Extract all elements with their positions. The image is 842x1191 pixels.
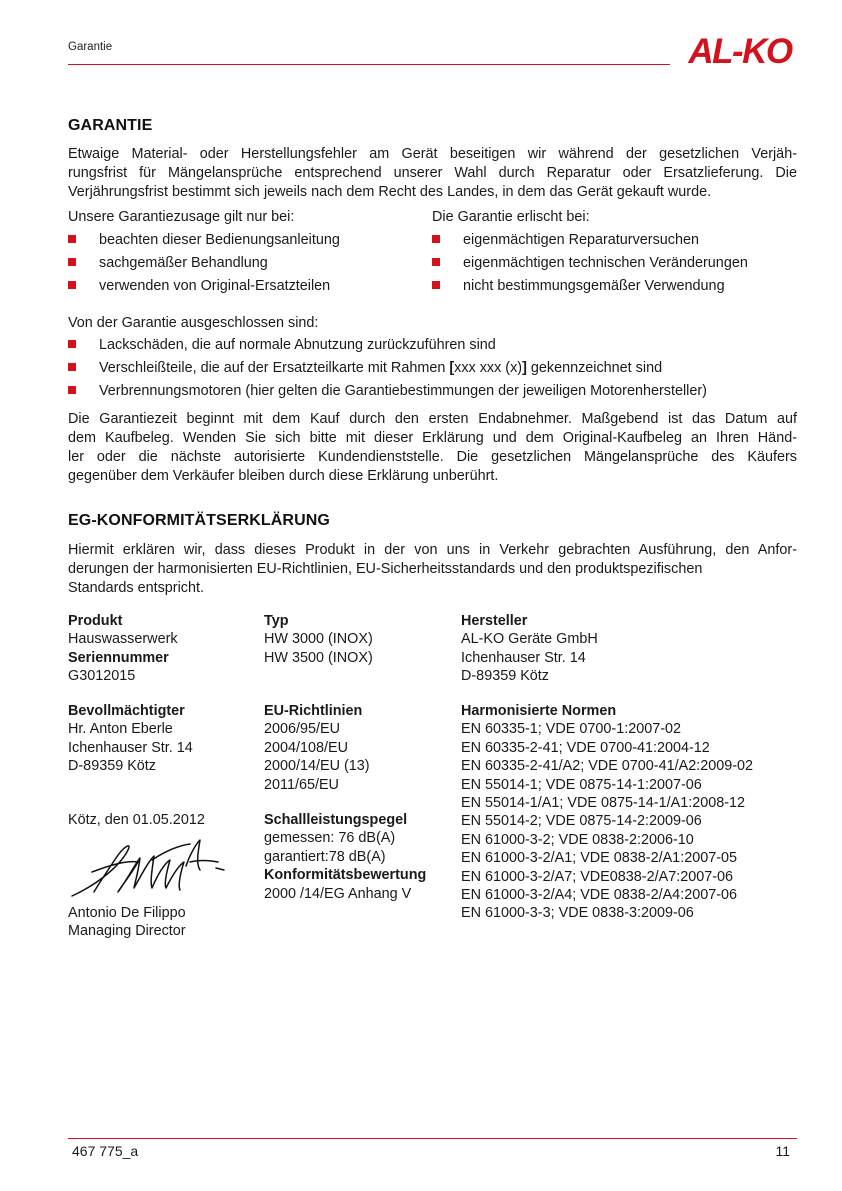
bracket-close: ] <box>522 360 527 376</box>
closing-line: Die Garantiezeit beginnt mit dem Kauf durch den ersten Endabnehmer. Maßgebend ist das Datum auf <box>68 411 797 427</box>
conformity-title: EG-KONFORMITÄTSERKLÄRUNG <box>68 512 330 529</box>
bullet-marker <box>68 340 76 348</box>
excluded-item: Verbrennungsmotoren (hier gelten die Garantiebestimmungen der jeweiligen Motorenhersteller) <box>99 383 707 399</box>
bullet-marker <box>68 235 76 243</box>
directives-label: EU-Richtlinien <box>264 703 363 719</box>
void-item: nicht bestimmungsgemäßer Verwendung <box>463 278 725 294</box>
conformity-intro-line: Hiermit erklären wir, dass dieses Produkt in der von uns in Verkehr gebrachten Ausführung, den Anfor- <box>68 542 797 558</box>
authorized-label: Bevollmächtigter <box>68 703 185 719</box>
signature-image <box>68 836 228 900</box>
closing-line: ler oder die nächste autorisierte Kundendienststelle. Die gesetzlichen Mängelansprüche des Käufers <box>68 449 797 465</box>
norm: EN 55014-2; VDE 0875-14-2:2009-06 <box>461 813 702 830</box>
directive: 2004/108/EU <box>264 739 349 756</box>
authorized-line: D-89359 Kötz <box>68 758 156 775</box>
wear-parts-code: xxx xxx (x) <box>454 360 523 376</box>
manufacturer-label: Hersteller <box>461 613 528 629</box>
product-label: Produkt <box>68 613 123 629</box>
sound-block <box>264 811 426 903</box>
excluded-item-wear-parts <box>99 359 662 378</box>
footer-rule <box>68 1138 797 1139</box>
void-item: eigenmächtigen Reparaturversuchen <box>463 232 699 248</box>
doc-number: 467 775_a <box>72 1143 139 1159</box>
product-value: Hauswasserwerk <box>68 631 178 648</box>
signatory-name: Antonio De Filippo <box>68 905 186 921</box>
excluded-item: Lackschäden, die auf normale Abnutzung zurückzuführen sind <box>99 337 496 353</box>
norm: EN 55014-1; VDE 0875-14-1:2007-06 <box>461 776 702 793</box>
void-heading: Die Garantie erlischt bei: <box>432 209 590 225</box>
bullet-marker <box>432 281 440 289</box>
norm: EN 61000-3-2/A4; VDE 0838-2/A4:2007-06 <box>461 887 738 904</box>
norm: EN 61000-3-3; VDE 0838-3:2009-06 <box>461 905 694 922</box>
directive: 2011/65/EU <box>264 776 339 793</box>
norms-block <box>461 702 753 923</box>
signatory-block <box>68 904 186 941</box>
serial-label: Seriennummer <box>68 649 169 666</box>
conformity-intro-line: Standards entspricht. <box>68 580 204 596</box>
norm: EN 61000-3-2/A7; VDE0838-2/A7:2007-06 <box>461 868 734 885</box>
manufacturer-line: Ichenhauser Str. 14 <box>461 649 586 666</box>
norms-label: Harmonisierte Normen <box>461 703 617 719</box>
assessment-value: 2000 /14/EG Anhang V <box>264 885 412 902</box>
norm: EN 60335-2-41/A2; VDE 0700-41/A2:2009-02 <box>461 758 754 775</box>
bullet-marker <box>68 363 76 371</box>
type-block <box>264 612 373 667</box>
void-item: eigenmächtigen technischen Veränderungen <box>463 255 748 271</box>
place-date-text: Kötz, den 01.05.2012 <box>68 812 205 828</box>
valid-item: beachten dieser Bedienungsanleitung <box>99 232 340 248</box>
bullet-marker <box>68 258 76 266</box>
norm: EN 60335-1; VDE 0700-1:2007-02 <box>461 721 682 738</box>
header-rule <box>68 64 670 65</box>
directives-block <box>264 702 370 794</box>
norm: EN 60335-2-41; VDE 0700-41:2004-12 <box>461 739 710 756</box>
signatory-title: Managing Director <box>68 923 186 940</box>
valid-heading: Unsere Garantiezusage gilt nur bei: <box>68 209 295 225</box>
section-label: Garantie <box>68 41 113 53</box>
conformity-intro-line: derungen der harmonisierten EU-Richtlinien, EU-Sicherheitsstandards und den produktspezifischen <box>68 561 703 577</box>
authorized-line: Hr. Anton Eberle <box>68 721 173 738</box>
bullet-marker <box>68 386 76 394</box>
sound-line: garantiert:78 dB(A) <box>264 848 386 865</box>
valid-item: verwenden von Original-Ersatzteilen <box>99 278 331 294</box>
manufacturer-block <box>461 612 598 686</box>
type-value: HW 3500 (INOX) <box>264 649 373 666</box>
valid-item: sachgemäßer Behandlung <box>99 255 268 271</box>
manufacturer-line: D-89359 Kötz <box>461 668 549 685</box>
intro-line: Etwaige Material- oder Herstellungsfehler am Gerät beseitigen wir während der gesetzlichen Verjäh- <box>68 146 797 162</box>
authorized-block <box>68 702 193 776</box>
directive: 2006/95/EU <box>264 721 341 738</box>
manufacturer-line: AL-KO Geräte GmbH <box>461 631 598 648</box>
bullet-marker <box>68 281 76 289</box>
bracket-open: [ <box>449 360 455 376</box>
norm: EN 55014-1/A1; VDE 0875-14-1/A1:2008-12 <box>461 795 746 812</box>
sound-line: gemessen: 76 dB(A) <box>264 830 396 847</box>
product-block <box>68 612 178 686</box>
wear-parts-before: Verschleißteile, die auf der Ersatzteilkarte mit Rahmen <box>99 360 450 376</box>
brand-logo-text: AL-KO <box>688 32 792 70</box>
brand-logo <box>683 30 797 70</box>
assessment-label: Konformitätsbewertung <box>264 867 427 884</box>
page-number: 11 <box>775 1143 790 1159</box>
excluded-heading: Von der Garantie ausgeschlossen sind: <box>68 315 319 331</box>
closing-line: dem Kaufbeleg. Wenden Sie sich bitte mit dieser Erklärung und dem Original-Kaufbeleg an Ihren Händ- <box>68 430 797 446</box>
bullet-marker <box>432 235 440 243</box>
sound-label: Schallleistungspegel <box>264 812 408 828</box>
norm: EN 61000-3-2; VDE 0838-2:2006-10 <box>461 831 694 848</box>
closing-line: gegenüber dem Verkäufer bleiben durch diese Erklärung unberührt. <box>68 468 499 484</box>
directive: 2000/14/EU (13) <box>264 758 370 775</box>
type-label: Typ <box>264 613 289 629</box>
norm: EN 61000-3-2/A1; VDE 0838-2/A1:2007-05 <box>461 850 738 867</box>
intro-line: Verjährungsfrist bestimmt sich jeweils nach dem Recht des Landes, in dem das Gerät gekauft wurde. <box>68 184 712 200</box>
wear-parts-after: gekennzeichnet sind <box>526 360 663 376</box>
intro-line: rungsfrist für Mängelansprüche entsprechend unserer Wahl durch Reparatur oder Ersatzlieferung. Die <box>68 165 797 181</box>
authorized-line: Ichenhauser Str. 14 <box>68 739 193 756</box>
place-date <box>68 811 205 829</box>
garantie-title: GARANTIE <box>68 117 153 134</box>
bullet-marker <box>432 258 440 266</box>
type-value: HW 3000 (INOX) <box>264 631 373 648</box>
serial-value: G3012015 <box>68 668 136 685</box>
